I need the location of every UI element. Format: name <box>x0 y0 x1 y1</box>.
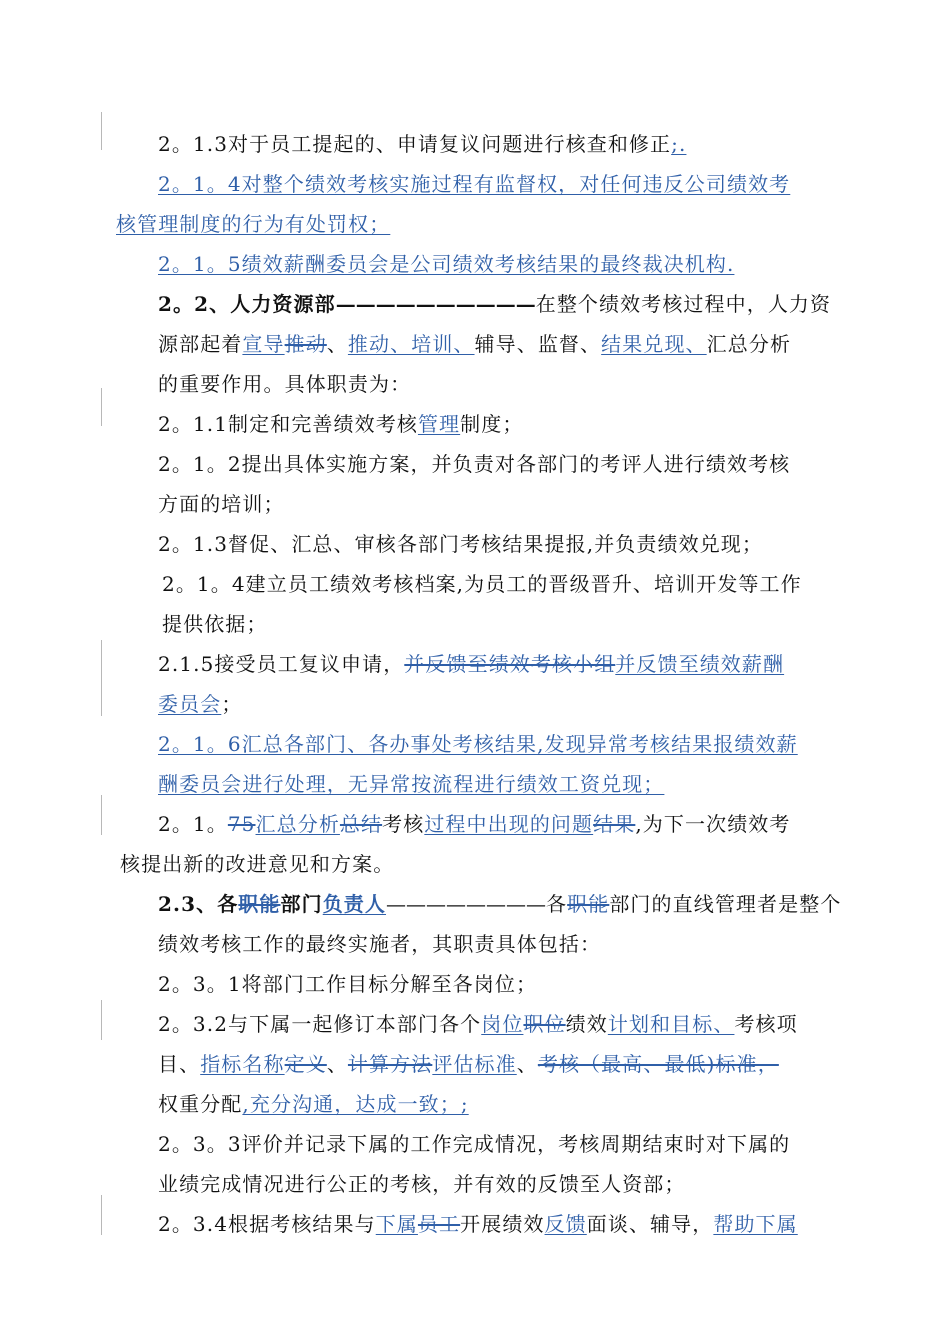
paragraph-line: 2。1。75汇总分析总结考核过程中出现的问题结果,为下一次绩效考 <box>158 812 791 836</box>
paragraph-line: 2。3。1将部门工作目标分解至各岗位； <box>158 972 538 996</box>
change-bar <box>101 1000 102 1040</box>
paragraph-line: 2。3。3评价并记录下属的工作完成情况，考核周期结束时对下属的 <box>158 1132 791 1156</box>
paragraph-line: 源部起着宣导推动、推动、培训、辅导、监督、结果兑现、汇总分析 <box>158 332 792 356</box>
change-bar <box>101 795 102 835</box>
paragraph-line: 方面的培训； <box>158 492 285 516</box>
paragraph-line: 2。1。6汇总各部门、各办事处考核结果,发现异常考核结果报绩效薪 <box>158 732 798 756</box>
change-bar <box>101 388 102 426</box>
paragraph-line: 2。1。5绩效薪酬委员会是公司绩效考核结果的最终裁决机构. <box>158 252 735 276</box>
paragraph-line: 2。1.3督促、汇总、审核各部门考核结果提报,并负责绩效兑现； <box>158 532 763 556</box>
section-heading: 2.3、各职能部门负责人————————各职能部门的直线管理者是整个 <box>158 892 842 916</box>
change-bar <box>101 1195 102 1235</box>
change-bar <box>101 640 102 716</box>
section-heading: 2。2、人力资源部——————————在整个绩效考核过程中，人力资 <box>158 292 832 316</box>
paragraph-line: 提供依据； <box>162 612 268 636</box>
paragraph-line: 酬委员会进行处理，无异常按流程进行绩效工资兑现； <box>158 772 665 796</box>
paragraph-line: 业绩完成情况进行公正的考核，并有效的反馈至人资部； <box>158 1172 686 1196</box>
paragraph-line: 2。1。4建立员工绩效考核档案,为员工的晋级晋升、培训开发等工作 <box>162 572 802 596</box>
paragraph-line: 绩效考核工作的最终实施者，其职责具体包括： <box>158 932 602 956</box>
paragraph-line: 核提出新的改进意见和方案。 <box>120 852 395 876</box>
paragraph-line: 2。1.3对于员工提起的、申请复议问题进行核查和修正;. <box>158 132 687 156</box>
paragraph-line: 委员会； <box>158 692 243 716</box>
paragraph-line: 2。1.1制定和完善绩效考核管理制度； <box>158 412 524 436</box>
paragraph-line: 2。1。4对整个绩效考核实施过程有监督权，对任何违反公司绩效考 <box>158 172 791 196</box>
paragraph-line: 核管理制度的行为有处罚权； <box>116 212 391 236</box>
change-bar <box>101 112 102 150</box>
paragraph-line: 2。3.2与下属一起修订本部门各个岗位职位绩效计划和目标、考核项 <box>158 1012 798 1036</box>
paragraph-line: 2.1.5接受员工复议申请，并反馈至绩效考核小组并反馈至绩效薪酬 <box>158 652 785 676</box>
paragraph-line: 2。3.4根据考核结果与下属员工开展绩效反馈面谈、辅导，帮助下属 <box>158 1212 798 1236</box>
paragraph-line: 2。1。2提出具体实施方案，并负责对各部门的考评人进行绩效考核 <box>158 452 791 476</box>
paragraph-line: 权重分配,充分沟通，达成一致；; <box>158 1092 469 1116</box>
paragraph-line: 目、指标名称定义、计算方法评估标准、考核（最高、最低)标准， <box>158 1052 779 1076</box>
paragraph-line: 的重要作用。具体职责为： <box>158 372 412 396</box>
